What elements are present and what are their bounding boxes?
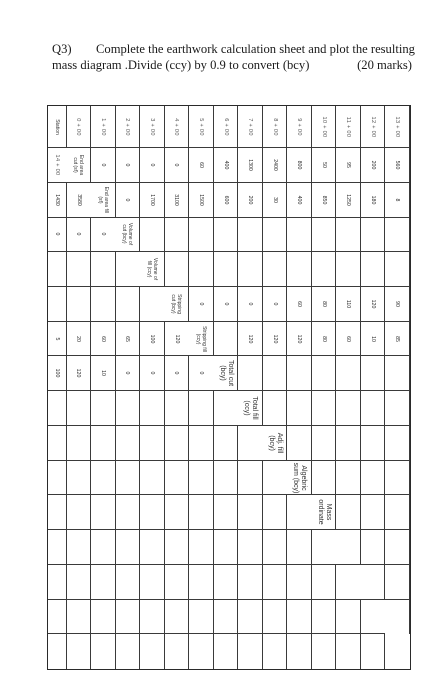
table-cell <box>312 565 337 600</box>
table-cell <box>67 530 92 565</box>
table-cell <box>165 391 190 426</box>
table-cell: 560 <box>385 148 410 183</box>
table-cell <box>67 461 92 496</box>
table-cell: 0 <box>214 287 239 322</box>
table-cell <box>140 530 165 565</box>
table-cell <box>140 287 165 322</box>
table-cell <box>165 252 190 287</box>
table-cell <box>189 426 214 461</box>
table-cell: 30 <box>263 183 288 218</box>
station-cell: 8 + 00 <box>263 106 288 148</box>
table-cell <box>214 565 239 600</box>
column-header-line: cut (sf) <box>72 157 79 173</box>
station-cell: 12 + 00 <box>361 106 386 148</box>
table-cell <box>361 252 386 287</box>
table-cell <box>336 634 361 669</box>
table-cell <box>336 218 361 253</box>
table-cell: 60 <box>336 322 361 357</box>
table-cell: 200 <box>361 148 386 183</box>
table-cell <box>287 600 312 635</box>
table-cell <box>385 356 410 391</box>
table-cell: 400 <box>287 183 312 218</box>
table-cell <box>287 495 312 530</box>
table-cell <box>312 356 337 391</box>
column-header-line: End area fill <box>102 186 109 213</box>
table-cell <box>140 391 165 426</box>
column-header-line: (ccy) <box>194 333 201 345</box>
table-cell: 1250 <box>336 183 361 218</box>
table-cell <box>116 495 141 530</box>
table-cell: 60 <box>91 322 116 357</box>
table-cell <box>312 634 337 669</box>
table-cell: 100 <box>48 356 67 391</box>
table-cell <box>140 634 165 669</box>
question-line-1 <box>52 41 415 57</box>
table-cell <box>116 287 141 322</box>
table-cell <box>165 495 190 530</box>
table-cell <box>263 495 288 530</box>
table-cell: 10 <box>361 322 386 357</box>
table-cell <box>48 565 67 600</box>
column-header <box>67 148 92 183</box>
table-cell: 180 <box>361 183 386 218</box>
column-header-line: End area <box>78 154 85 176</box>
table-cell <box>263 565 288 600</box>
table-cell <box>140 600 165 635</box>
question-line-2 <box>52 57 412 73</box>
column-header-line: Volume of <box>151 258 158 281</box>
table-cell: 3580 <box>67 183 92 218</box>
column-header <box>336 530 361 565</box>
table-cell: 0 <box>116 356 141 391</box>
table-cell <box>116 426 141 461</box>
station-cell: 7 + 00 <box>238 106 263 148</box>
table-cell: 10 <box>91 356 116 391</box>
column-header-line: cut (bcy) <box>121 224 128 244</box>
table-cell <box>91 530 116 565</box>
table-cell <box>287 565 312 600</box>
table-cell <box>165 426 190 461</box>
question-number: Q3) <box>52 42 72 56</box>
table-cell <box>214 252 239 287</box>
table-cell <box>48 634 67 669</box>
table-cell <box>263 252 288 287</box>
table-cell <box>189 565 214 600</box>
table-cell <box>116 565 141 600</box>
column-header <box>140 252 165 287</box>
table-cell <box>238 252 263 287</box>
table-cell <box>165 634 190 669</box>
table-cell <box>263 391 288 426</box>
table-cell <box>165 530 190 565</box>
table-cell: 1300 <box>238 148 263 183</box>
station-cell: 0 + 00 <box>67 106 92 148</box>
table-cell <box>361 356 386 391</box>
table-cell <box>238 461 263 496</box>
table-cell <box>361 530 386 565</box>
table-cell <box>385 426 410 461</box>
table-cell: 1700 <box>140 183 165 218</box>
table-cell: 1500 <box>189 183 214 218</box>
table-cell <box>361 495 386 530</box>
table-cell: 65 <box>116 322 141 357</box>
table-cell <box>385 218 410 253</box>
table-cell <box>91 461 116 496</box>
question-marks: (20 marks) <box>357 58 412 72</box>
table-cell <box>287 391 312 426</box>
table-cell <box>48 530 67 565</box>
column-header <box>238 391 263 426</box>
table-cell: 850 <box>312 183 337 218</box>
table-cell <box>214 391 239 426</box>
table-cell: 0 <box>189 287 214 322</box>
table-cell: 90 <box>385 287 410 322</box>
table-cell: 0 <box>165 356 190 391</box>
table-cell <box>67 391 92 426</box>
column-header-line: Adj. fill <box>275 432 283 454</box>
table-cell <box>361 634 386 669</box>
column-header-line: fill (ccy) <box>145 260 152 278</box>
table-cell <box>48 287 67 322</box>
column-header <box>361 565 386 600</box>
column-header-line: sum (bcy) <box>292 462 300 493</box>
table-cell <box>189 252 214 287</box>
table-cell <box>67 426 92 461</box>
table-cell <box>312 218 337 253</box>
table-cell <box>116 600 141 635</box>
table-cell <box>361 391 386 426</box>
table-cell <box>48 252 67 287</box>
table-cell <box>214 495 239 530</box>
column-header <box>263 426 288 461</box>
question-line-1-text: Complete the earthwork calculation sheet and plot the resulting <box>96 42 415 56</box>
table-cell <box>91 426 116 461</box>
table-cell: 0 <box>189 356 214 391</box>
column-header-line: Algebric <box>300 464 308 491</box>
table-cell <box>48 600 67 635</box>
table-cell <box>385 461 410 496</box>
table-cell <box>385 495 410 530</box>
table-cell: 0 <box>116 183 141 218</box>
table-cell: 3100 <box>165 183 190 218</box>
table-cell <box>361 218 386 253</box>
column-header-line: Stripping fill <box>200 325 207 352</box>
table-cell <box>238 356 263 391</box>
table-cell <box>67 634 92 669</box>
table-cell <box>336 426 361 461</box>
table-cell: 0 <box>140 356 165 391</box>
table-cell <box>385 391 410 426</box>
table-cell <box>263 634 288 669</box>
table-cell <box>189 495 214 530</box>
station-cell: 13 + 00 <box>385 106 410 148</box>
table-cell <box>165 600 190 635</box>
table-cell <box>67 600 92 635</box>
table-cell <box>91 495 116 530</box>
table-cell: 0 <box>91 218 116 253</box>
table-cell <box>91 600 116 635</box>
table-cell <box>336 391 361 426</box>
table-cell <box>165 218 190 253</box>
table-cell <box>238 530 263 565</box>
column-header-line: (ccy) <box>243 400 251 416</box>
table-cell: 100 <box>140 322 165 357</box>
table-cell <box>214 634 239 669</box>
table-cell: 0 <box>263 287 288 322</box>
earthwork-calculation-sheet <box>47 105 411 670</box>
table-cell <box>361 600 386 635</box>
column-header-line: Volume of <box>127 223 134 246</box>
table-cell: 0 <box>116 148 141 183</box>
station-cell: 6 + 00 <box>214 106 239 148</box>
table-cell <box>214 530 239 565</box>
table-cell <box>287 530 312 565</box>
column-header <box>312 495 337 530</box>
table-cell <box>116 252 141 287</box>
table-cell: 110 <box>336 287 361 322</box>
table-cell: 120 <box>361 287 386 322</box>
table-cell: 50 <box>312 148 337 183</box>
table-cell <box>385 565 410 600</box>
table-cell: 85 <box>385 322 410 357</box>
table-cell: 0 <box>165 148 190 183</box>
station-cell: 4 + 00 <box>165 106 190 148</box>
table-cell: 0 <box>91 148 116 183</box>
table-cell <box>312 426 337 461</box>
table-cell <box>48 495 67 530</box>
table-cell: 0 <box>48 218 67 253</box>
table-cell <box>165 565 190 600</box>
table-cell <box>214 600 239 635</box>
table-cell <box>238 426 263 461</box>
station-cell: 14 + 00 <box>48 148 67 183</box>
table-cell <box>116 634 141 669</box>
table-cell <box>336 600 361 635</box>
table-cell <box>91 391 116 426</box>
station-cell: 3 + 00 <box>140 106 165 148</box>
table-cell <box>48 391 67 426</box>
column-header-line: Total cut <box>226 360 234 387</box>
table-cell <box>336 461 361 496</box>
table-cell <box>140 426 165 461</box>
table-cell: 80 <box>312 287 337 322</box>
table-cell <box>336 495 361 530</box>
table-cell <box>140 565 165 600</box>
table-cell <box>287 634 312 669</box>
column-header <box>189 322 214 357</box>
table-cell <box>385 634 410 669</box>
table-cell <box>189 634 214 669</box>
table-cell: 5 <box>48 322 67 357</box>
column-header-line: (bcy) <box>218 365 226 382</box>
station-cell: 5 + 00 <box>189 106 214 148</box>
table-cell: 120 <box>165 322 190 357</box>
table-cell: 600 <box>214 183 239 218</box>
table-cell: 60 <box>189 148 214 183</box>
table-cell: 80 <box>312 322 337 357</box>
column-header <box>91 183 116 218</box>
table-cell: 120 <box>287 322 312 357</box>
table-cell <box>287 426 312 461</box>
station-cell: 10 + 00 <box>312 106 337 148</box>
column-header-line: Total fill <box>251 396 259 420</box>
station-cell: 1 + 00 <box>91 106 116 148</box>
question-text <box>52 41 415 73</box>
table-cell: 0 <box>238 287 263 322</box>
table-cell <box>385 252 410 287</box>
column-header-line: (sf) <box>96 196 103 204</box>
table-cell <box>214 426 239 461</box>
table-cell: 95 <box>336 148 361 183</box>
column-header <box>385 600 410 635</box>
table-cell <box>67 287 92 322</box>
table-cell <box>361 426 386 461</box>
table-cell: 0 <box>67 218 92 253</box>
table-cell <box>214 461 239 496</box>
station-cell: 9 + 00 <box>287 106 312 148</box>
table-cell <box>336 356 361 391</box>
column-header <box>116 218 141 253</box>
table-cell: 1430 <box>48 183 67 218</box>
table-cell <box>336 565 361 600</box>
table-cell <box>263 356 288 391</box>
table-cell <box>189 461 214 496</box>
table-cell <box>287 252 312 287</box>
table-cell: 120 <box>263 322 288 357</box>
table-cell <box>140 495 165 530</box>
table-cell <box>263 530 288 565</box>
table-cell <box>263 218 288 253</box>
table-cell: 8 <box>385 183 410 218</box>
table-cell <box>67 495 92 530</box>
column-header <box>165 287 190 322</box>
column-header <box>287 461 312 496</box>
table-cell <box>263 600 288 635</box>
table-cell <box>48 426 67 461</box>
table-cell <box>238 565 263 600</box>
table-cell <box>140 461 165 496</box>
table-cell <box>312 461 337 496</box>
table-cell <box>67 565 92 600</box>
question-line-2-text: mass diagram .Divide (ccy) by 0.9 to convert (bcy) <box>52 58 310 72</box>
table-cell <box>91 634 116 669</box>
table-cell <box>189 391 214 426</box>
column-header-line: Station <box>53 118 60 135</box>
column-header-line: cut (bcy) <box>170 294 177 314</box>
table-cell <box>336 252 361 287</box>
table-cell: 0 <box>140 148 165 183</box>
table-cell <box>91 252 116 287</box>
table-cell <box>238 495 263 530</box>
table-cell <box>189 530 214 565</box>
table-cell <box>48 461 67 496</box>
table-cell <box>312 530 337 565</box>
table-cell <box>312 252 337 287</box>
table-cell <box>214 322 239 357</box>
table-cell <box>238 218 263 253</box>
table-cell <box>140 218 165 253</box>
table-cell <box>165 461 190 496</box>
column-header <box>214 356 239 391</box>
table-cell: 200 <box>238 183 263 218</box>
table-cell <box>189 600 214 635</box>
table-cell: 60 <box>287 287 312 322</box>
table-cell <box>116 461 141 496</box>
table-cell: 120 <box>238 322 263 357</box>
table-cell <box>116 530 141 565</box>
table-cell <box>238 634 263 669</box>
table-cell <box>214 218 239 253</box>
earthwork-table <box>47 105 411 670</box>
station-cell: 11 + 00 <box>336 106 361 148</box>
column-header-line: Mass <box>324 503 332 521</box>
table-cell <box>116 391 141 426</box>
table-cell <box>67 252 92 287</box>
table-cell: 2400 <box>263 148 288 183</box>
table-cell <box>385 530 410 565</box>
column-header <box>48 106 67 148</box>
table-cell: 400 <box>214 148 239 183</box>
table-cell: 800 <box>287 148 312 183</box>
table-cell <box>263 461 288 496</box>
table-cell <box>312 600 337 635</box>
column-header-line: (bcy) <box>267 435 275 451</box>
table-cell: 120 <box>67 356 92 391</box>
table-cell <box>287 356 312 391</box>
table-cell <box>238 600 263 635</box>
table-cell: 20 <box>67 322 92 357</box>
table-cell <box>287 218 312 253</box>
table-cell <box>189 218 214 253</box>
table-cell <box>91 565 116 600</box>
column-header-line: Stripping <box>176 294 183 314</box>
column-header-line: ordinate <box>316 499 324 525</box>
table-cell <box>361 461 386 496</box>
station-cell: 2 + 00 <box>116 106 141 148</box>
table-cell <box>312 391 337 426</box>
table-cell <box>91 287 116 322</box>
